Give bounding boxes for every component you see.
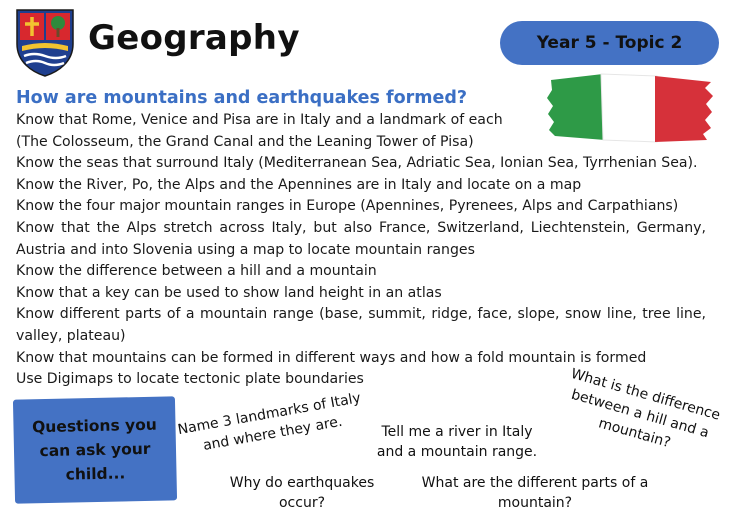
objective-line: Know that a key can be used to show land height in an atlas	[16, 284, 442, 301]
objective-line: Know that the Alps stretch across Italy, but also France, Switzerland, Liechtenstein, Germany,	[16, 219, 706, 236]
question-note: Why do earthquakes occur?	[229, 475, 375, 511]
page-title: Geography	[88, 18, 300, 58]
objective-line: Know the River, Po, the Alps and the Apennines are in Italy and locate on a map	[16, 176, 582, 193]
question-note: Tell me a river in Italy and a mountain range.	[376, 424, 538, 460]
objective-line: Know that mountains can be formed in different ways and how a fold mountain is formed	[16, 349, 647, 366]
questions-box	[13, 396, 177, 503]
question-note: Name 3 landmarks of Italy and where they are.	[176, 390, 362, 454]
topic-badge	[500, 21, 719, 65]
question-note: What is the difference between a hill and a mountain?	[569, 365, 723, 452]
objective-line: Use Digimaps to locate tectonic plate boundaries	[16, 371, 364, 388]
learning-objectives	[16, 110, 706, 391]
objective-line: Know the seas that surround Italy (Mediterranean Sea, Adriatic Sea, Ionian Sea, Tyrrhenian Sea).	[16, 155, 698, 172]
objective-line: Know the difference between a hill and a mountain	[16, 263, 377, 280]
objective-line: (The Colosseum, the Grand Canal and the Leaning Tower of Pisa)	[16, 133, 474, 150]
objective-line: Austria and into Slovenia using a map to locate mountain ranges	[16, 241, 475, 258]
questions-box-label: Questions you can ask your child...	[31, 415, 158, 484]
school-crest-icon	[14, 6, 76, 78]
topic-badge-label: Year 5 - Topic 2	[536, 33, 683, 53]
question-note: What are the different parts of a mountain?	[421, 475, 649, 511]
objective-line: Know the four major mountain ranges in Europe (Apennines, Pyrenees, Alps and Carpathians)	[16, 198, 679, 215]
objective-line: Know different parts of a mountain range (base, summit, ridge, face, slope, snow line, tree line,	[16, 306, 706, 323]
objective-line: Know that Rome, Venice and Pisa are in Italy and a landmark of each	[16, 112, 503, 128]
objective-line: valley, plateau)	[16, 327, 126, 344]
main-question: How are mountains and earthquakes formed?	[16, 88, 468, 108]
